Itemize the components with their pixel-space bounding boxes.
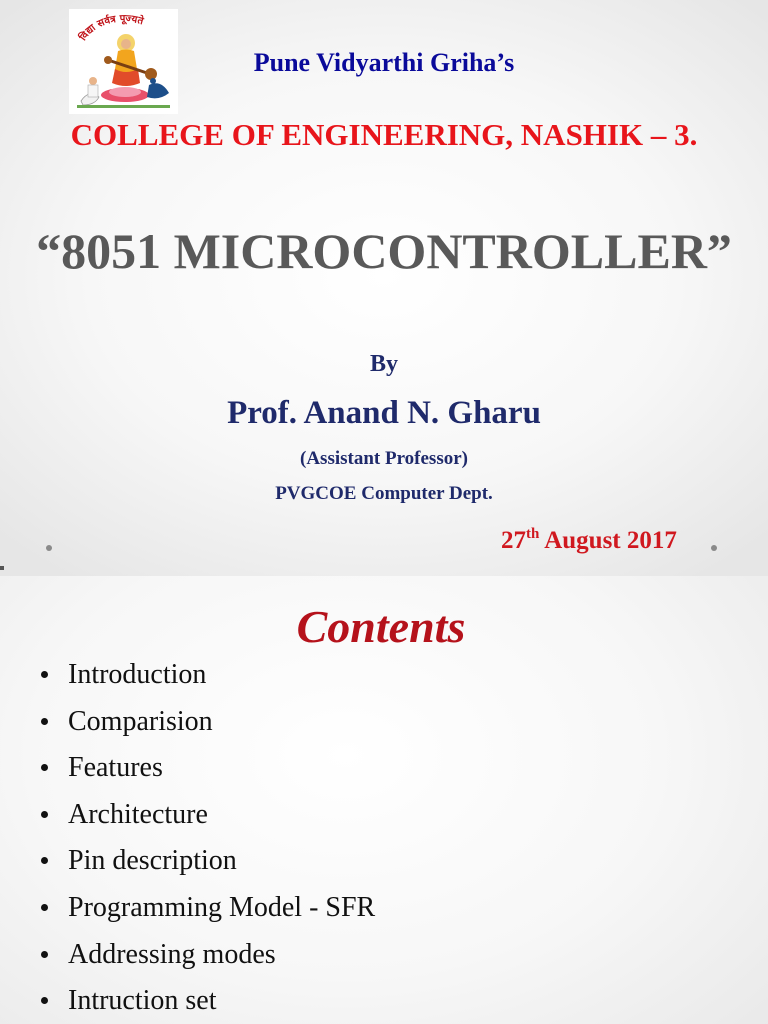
contents-list (38, 656, 375, 1024)
contents-slide (0, 576, 768, 1024)
contents-item (38, 749, 375, 796)
bullet-icon (41, 671, 48, 678)
presentation-title: “8051 MICROCONTROLLER” (36, 223, 732, 279)
logo-motto: विद्या सर्वत्र पूज्यते (77, 13, 145, 43)
contents-item (38, 889, 375, 936)
contents-item (38, 656, 375, 703)
contents-item (38, 936, 375, 983)
contents-item-label: Intruction set (68, 985, 217, 1017)
bullet-icon (41, 904, 48, 911)
contents-item (38, 703, 375, 750)
contents-item-label: Comparision (68, 705, 213, 737)
contents-heading: Contents (296, 601, 466, 652)
bullet-icon (41, 718, 48, 725)
author-name: Prof. Anand N. Gharu (227, 395, 541, 431)
contents-item (38, 982, 375, 1024)
date-day: 27 (501, 527, 526, 554)
contents-item-label: Features (68, 752, 163, 784)
bullet-icon (41, 951, 48, 958)
presentation-date (501, 527, 677, 555)
author-designation: (Assistant Professor) (300, 448, 468, 469)
contents-item-label: Programming Model - SFR (68, 891, 376, 923)
contents-item (38, 796, 375, 843)
contents-item-label: Pin description (68, 845, 237, 877)
bullet-icon (41, 764, 48, 771)
college-name: COLLEGE OF ENGINEERING, NASHIK – 3. (70, 117, 698, 152)
date-suffix: th (526, 526, 540, 542)
contents-item-label: Introduction (68, 659, 207, 690)
contents-item (38, 842, 375, 889)
institute-name (0, 48, 768, 78)
institute-name-text: Pune Vidyarthi Griha’s (253, 48, 515, 77)
author-department: PVGCOE Computer Dept. (275, 483, 493, 504)
contents-item-label: Architecture (68, 798, 208, 830)
bullet-icon (41, 997, 48, 1004)
contents-item-label: Addressing modes (68, 938, 276, 970)
bullet-icon (41, 811, 48, 818)
trailing-bullet-icon (711, 545, 717, 551)
empty-bullet-icon (46, 545, 52, 551)
bullet-icon (41, 857, 48, 864)
corner-mark (0, 566, 4, 570)
by-label: By (369, 351, 398, 377)
date-month-year: August 2017 (539, 527, 677, 554)
